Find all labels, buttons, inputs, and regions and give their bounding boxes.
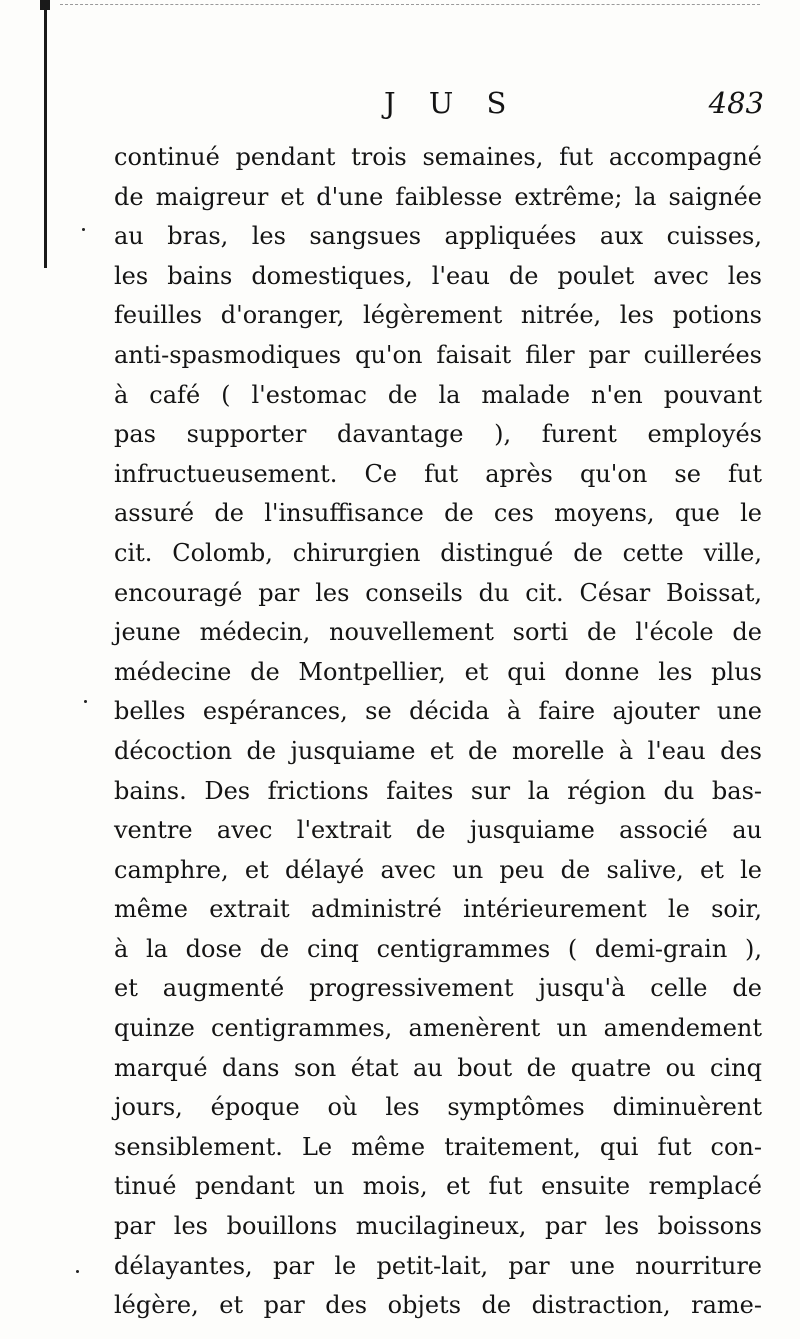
page-header <box>114 84 764 128</box>
text-line: continué pendant trois semaines, fut accompagné <box>114 143 762 171</box>
text-line: et augmenté progressivement jusqu'à celle de <box>114 974 762 1003</box>
page-binding-edge <box>44 0 47 268</box>
text-line: tinué pendant un mois, et fut ensuite remplacé <box>114 1172 762 1201</box>
text-line: médecine de Montpellier, et qui donne les plus <box>114 657 762 686</box>
text-line: ventre avec l'extrait de jusquiame associé au <box>114 816 762 845</box>
text-line: belles espérances, se décida à faire ajouter une <box>114 697 762 726</box>
text-line: pas supporter davantage ), furent employés <box>114 420 762 449</box>
text-line: de maigreur et d'une faiblesse extrême; la saignée <box>114 182 762 211</box>
text-line: jeune médecin, nouvellement sorti de l'école de <box>114 618 762 647</box>
text-line: à café ( l'estomac de la malade n'en pouvant <box>114 380 762 409</box>
text-line: délayantes, par le petit-lait, par une nourriture <box>114 1251 762 1280</box>
text-line: encouragé par les conseils du cit. César Boissat, <box>114 578 762 607</box>
text-line: anti-spasmodiques qu'on faisait filer par cuillerées <box>114 340 762 369</box>
ink-speck <box>82 228 85 231</box>
text-line: jours, époque où les symptômes diminuèrent <box>114 1093 762 1122</box>
ink-speck <box>84 700 87 703</box>
text-line: camphre, et délayé avec un peu de salive, et le <box>114 855 762 884</box>
ink-speck <box>76 1270 79 1273</box>
text-line: même extrait administré intérieurement le soir, <box>114 895 762 924</box>
text-line: au bras, les sangsues appliquées aux cuisses, <box>114 222 762 251</box>
text-line: marqué dans son état au bout de quatre ou cinq <box>114 1053 762 1082</box>
text-line: légère, et par des objets de distraction, rame- <box>114 1291 762 1320</box>
text-line: feuilles d'oranger, légèrement nitrée, les potions <box>114 301 762 330</box>
body-text <box>114 138 762 1326</box>
text-line: à la dose de cinq centigrammes ( demi-grain ), <box>114 934 762 963</box>
text-line: assuré de l'insuffisance de ces moyens, que le <box>114 499 762 528</box>
text-line: bains. Des frictions faites sur la région du bas- <box>114 776 762 805</box>
page-top-edge <box>60 4 760 5</box>
text-line: quinze centigrammes, amenèrent un amendement <box>114 1014 762 1043</box>
text-line: les bains domestiques, l'eau de poulet avec les <box>114 261 762 290</box>
page-number: 483 <box>708 86 764 120</box>
text-line: infructueusement. Ce fut après qu'on se fut <box>114 459 762 488</box>
text-line: sensiblement. Le même traitement, qui fut con- <box>114 1132 762 1161</box>
text-line: cit. Colomb, chirurgien distingué de cette ville, <box>114 538 762 567</box>
running-head: J U S <box>384 86 519 120</box>
text-line: par les bouillons mucilagineux, par les boissons <box>114 1212 762 1241</box>
text-line: décoction de jusquiame et de morelle à l'eau des <box>114 736 762 765</box>
